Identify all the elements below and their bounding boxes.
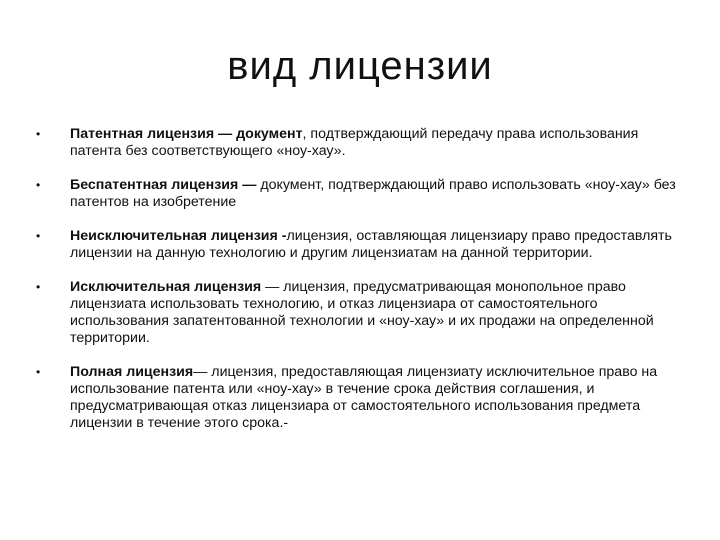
bullet-term: Полная лицензия: [70, 364, 194, 380]
list-item: [36, 364, 686, 432]
bullet-icon: •: [36, 365, 41, 379]
bullet-definition: документ, подтверждающий право использовать «ноу-хау» без патентов на изобретение: [70, 177, 676, 210]
bullet-icon: •: [36, 178, 41, 192]
bullet-icon: •: [36, 229, 41, 243]
bullet-term: Беспатентная лицензия —: [70, 177, 261, 193]
bullet-term: Исключительная лицензия: [70, 279, 266, 295]
bullet-definition: — лицензия, предусматривающая монопольное право лицензиата использовать технологию, и отказ лицензиара от самостоятельного использования запатентованной технологии и «ноу-хау» и их продажи на определенной территории.: [70, 279, 654, 346]
bullet-definition: , подтверждающий передачу права использования патента без соответствующего «ноу-хау».: [70, 126, 639, 159]
bullet-definition: — лицензия, предоставляющая лицензиату исключительное право на использование патента или «ноу-хау» в течение срока действия соглашения, и предусматривающая отказ лицензиара от самостоятельного использования предмета лицензии в течение этого срока.-: [70, 364, 658, 431]
bullet-list: [36, 126, 686, 449]
bullet-text: [70, 279, 686, 347]
list-item: [36, 279, 686, 347]
list-item: [36, 228, 686, 262]
bullet-text: [70, 364, 686, 432]
bullet-icon: •: [36, 127, 41, 141]
slide-title: вид лицензии: [227, 44, 493, 88]
bullet-definition: лицензия, оставляющая лицензиару право предоставлять лицензии на данную технологию и другим лицензиатам на данной территории.: [70, 228, 672, 261]
list-item: [36, 126, 686, 160]
list-item: [36, 177, 686, 211]
bullet-text: [70, 126, 686, 160]
bullet-icon: •: [36, 280, 41, 294]
bullet-text: [70, 228, 686, 262]
bullet-term: Патентная лицензия — документ: [70, 126, 303, 142]
bullet-text: [70, 177, 686, 211]
bullet-term: Неисключительная лицензия -: [70, 228, 287, 244]
